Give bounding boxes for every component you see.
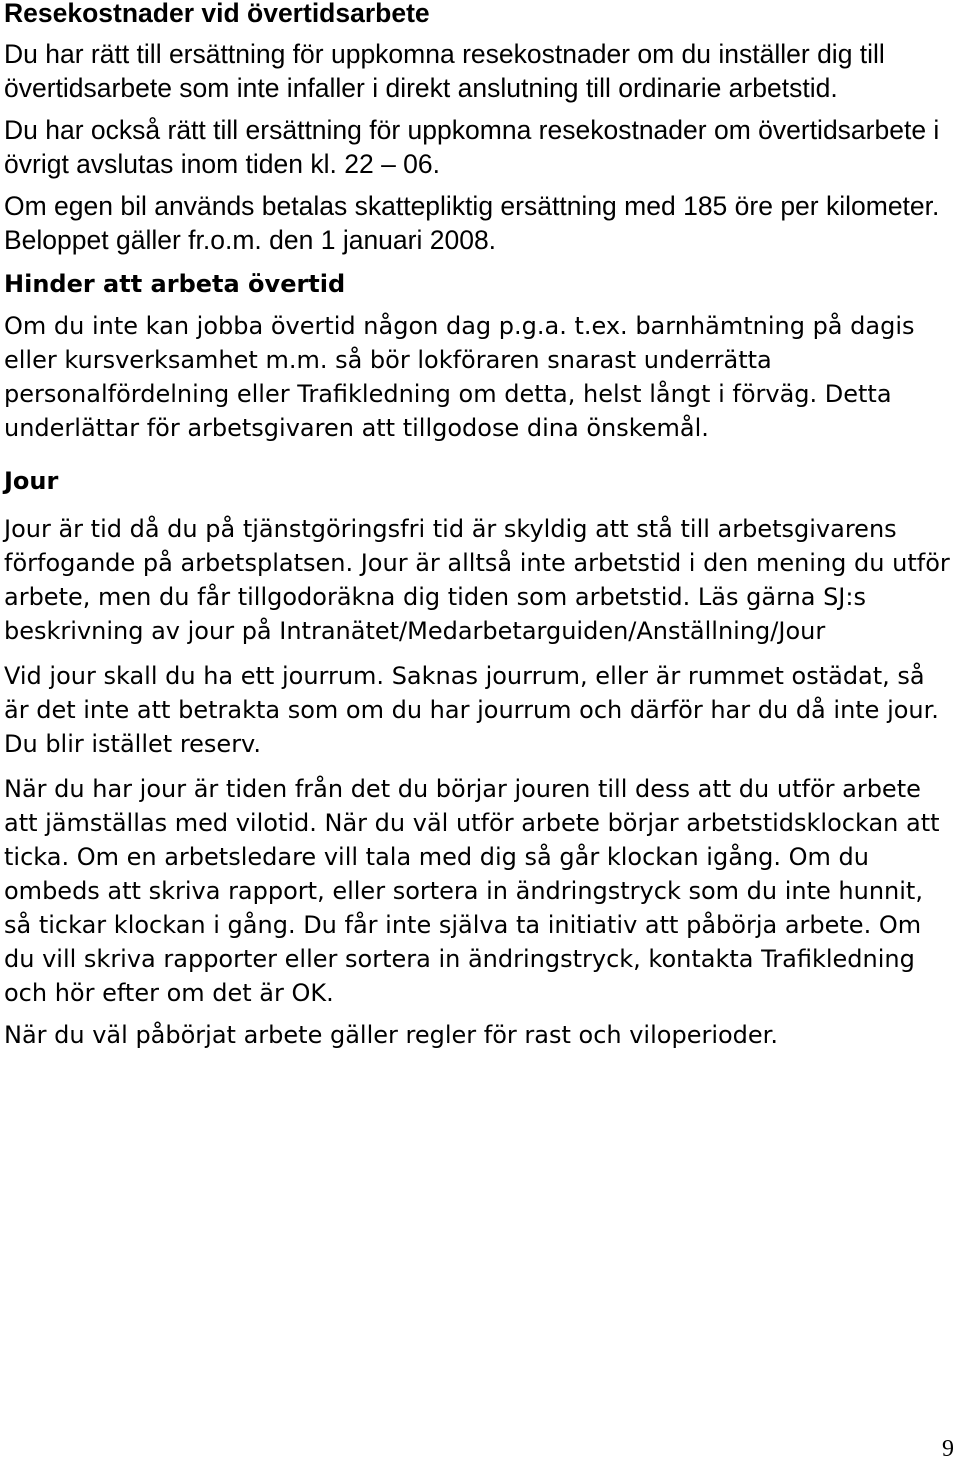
paragraph-hinder: Om du inte kan jobba övertid någon dag p.g.a. t.ex. barnhämtning på dagis eller kursverksamhet m.m. så bör lokföraren snarast underrätta personalfördelning eller Trafikledning om detta, helst långt i förväg. Detta underlättar för arbetsgivaren att tillgodose dina önskemål. xyxy=(4,312,915,442)
section-resekostnader xyxy=(4,0,956,257)
paragraph-resekostnader-1: Du har rätt till ersättning för uppkomna resekostnader om du inställer dig till övertidsarbete som inte infaller i direkt anslutning till ordinarie arbetstid. xyxy=(4,39,885,103)
paragraph-jour-4: När du väl påbörjat arbete gäller regler för rast och viloperioder. xyxy=(4,1021,778,1049)
paragraph-jour-2: Vid jour skall du ha ett jourrum. Saknas jourrum, eller är rummet ostädat, så är det inte att betrakta som om du har jourrum och därför har du då inte jour. Du blir istället reserv. xyxy=(4,662,939,758)
section-hinder xyxy=(4,267,956,445)
heading-resekostnader: Resekostnader vid övertidsarbete xyxy=(4,0,430,28)
page-number: 9 xyxy=(942,1436,954,1462)
paragraph-resekostnader-2: Du har också rätt till ersättning för uppkomna resekostnader om övertidsarbete i övrigt avslutas inom tiden kl. 22 – 06. xyxy=(4,115,940,179)
section-jour xyxy=(4,464,956,1052)
paragraph-resekostnader-3: Om egen bil används betalas skattepliktig ersättning med 185 öre per kilometer. Beloppet gäller fr.o.m. den 1 januari 2008. xyxy=(4,191,940,255)
document-page xyxy=(4,0,956,1052)
paragraph-jour-3: När du har jour är tiden från det du börjar jouren till dess att du utför arbete att jämställas med vilotid. När du väl utför arbete börjar arbetstidsklockan att ticka. Om en arbetsledare vill tala med dig så går klockan igång. Om du ombeds att skriva rapport, eller sortera in ändringstryck som du inte hunnit, så tickar klockan i gång. Du får inte själva ta initiativ att påbörja arbete. Om du vill skriva rapporter eller sortera in ändringstryck, kontakta Trafikledning och hör efter om det är OK. xyxy=(4,775,940,1007)
paragraph-jour-1: Jour är tid då du på tjänstgöringsfri tid är skyldig att stå till arbetsgivarens förfogande på arbetsplatsen. Jour är alltså inte arbetstid i den mening du utför arbete, men du får tillgodoräkna dig tiden som arbetstid. Läs gärna SJ:s beskrivning av jour på Intranätet/Medarbetarguiden/Anställning/Jour xyxy=(4,515,950,645)
heading-hinder: Hinder att arbeta övertid xyxy=(4,270,346,298)
heading-jour: Jour xyxy=(4,467,59,495)
